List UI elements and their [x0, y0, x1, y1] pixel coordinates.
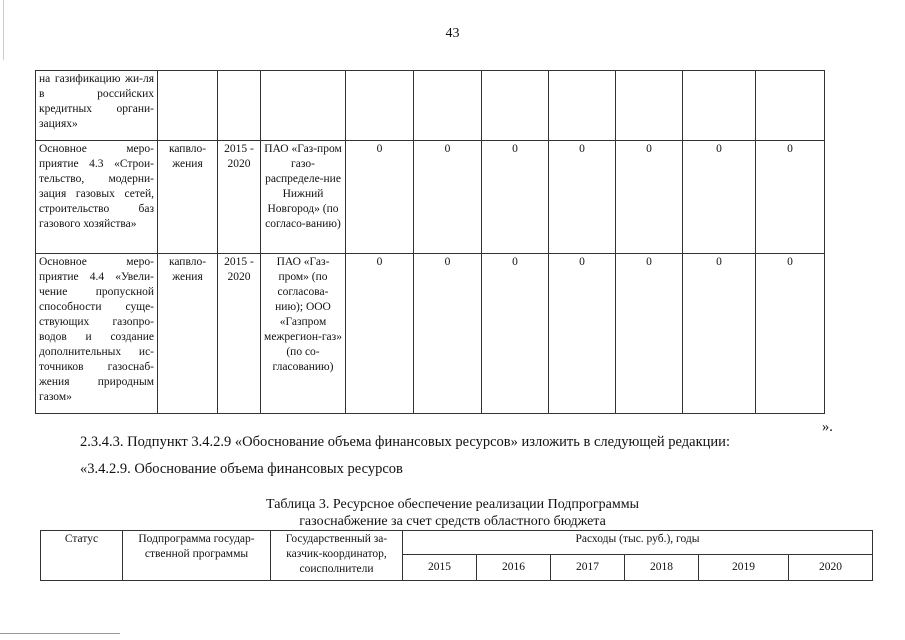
measure-name-cell: Основное меро-приятие 4.4 «Увели-чение пропускной способности суще-ствующих газопро-водов и создание дополнительных ис-точников газоснаб-жения природным газом» — [36, 254, 158, 414]
value-cell: 0 — [482, 254, 549, 414]
header-expenses: Расходы (тыс. руб.), годы — [403, 531, 873, 555]
year-2015-header: 2015 — [403, 555, 477, 581]
header-customer: Государственный за-казчик-координатор, соисполнители — [271, 531, 403, 581]
table-row — [36, 254, 825, 414]
year-2019-header: 2019 — [699, 555, 789, 581]
table-row — [41, 531, 873, 555]
measure-name-cell: на газификацию жи-ля в российских кредитных органи-зациях» — [36, 71, 158, 141]
value-cell — [683, 71, 756, 141]
value-cell: 0 — [756, 254, 825, 414]
funding-type-cell: капвло-жения — [158, 141, 218, 254]
header-status: Статус — [41, 531, 123, 581]
value-cell — [414, 71, 482, 141]
year-2018-header: 2018 — [625, 555, 699, 581]
period-cell: 2015 - 2020 — [218, 141, 261, 254]
paragraph-amendment: 2.3.4.3. Подпункт 3.4.2.9 «Обоснование объема финансовых ресурсов» изложить в следующей редакции: — [80, 434, 730, 450]
caption-line-2: газоснабжение за счет средств областного бюджета — [299, 514, 606, 529]
year-2016-header: 2016 — [477, 555, 551, 581]
header-program: Подпрограмма государ-ственной программы — [123, 531, 271, 581]
funding-type-cell — [158, 71, 218, 141]
value-cell: 0 — [683, 141, 756, 254]
period-cell: 2015 - 2020 — [218, 254, 261, 414]
period-cell — [218, 71, 261, 141]
measure-name-cell: Основное меро-приятие 4.3 «Строи-тельство, модерни-зация газовых сетей, строительство баз газового хозяйства» — [36, 141, 158, 254]
value-cell: 0 — [549, 254, 616, 414]
executor-cell: ПАО «Газ-пром» (по согласова-нию); ООО «Газпром межрегион-газ» (по со-гласованию) — [261, 254, 346, 414]
funding-type-cell: капвло-жения — [158, 254, 218, 414]
value-cell: 0 — [414, 254, 482, 414]
value-cell: 0 — [616, 141, 683, 254]
value-cell: 0 — [549, 141, 616, 254]
caption-line-1: Таблица 3. Ресурсное обеспечение реализации Подпрограммы — [265, 497, 639, 512]
value-cell — [346, 71, 414, 141]
executor-cell: ПАО «Газ-пром газо-распределе-ние Нижний Новгород» (по согласо-ванию) — [261, 141, 346, 254]
resource-table-header — [40, 530, 873, 581]
table-row — [36, 71, 825, 141]
footnote-rule — [0, 633, 120, 634]
value-cell — [756, 71, 825, 141]
value-cell: 0 — [346, 141, 414, 254]
section-heading: «3.4.2.9. Обоснование объема финансовых ресурсов — [80, 461, 403, 477]
year-2020-header: 2020 — [789, 555, 873, 581]
value-cell — [482, 71, 549, 141]
page-number: 43 — [445, 26, 460, 41]
year-2017-header: 2017 — [551, 555, 625, 581]
value-cell: 0 — [482, 141, 549, 254]
subprogram-measures-table — [35, 70, 825, 414]
table-row — [36, 141, 825, 254]
value-cell: 0 — [346, 254, 414, 414]
table-caption — [0, 496, 905, 530]
value-cell — [616, 71, 683, 141]
value-cell: 0 — [683, 254, 756, 414]
value-cell: 0 — [414, 141, 482, 254]
closing-quote: ». — [822, 419, 833, 435]
value-cell: 0 — [616, 254, 683, 414]
value-cell: 0 — [756, 141, 825, 254]
value-cell — [549, 71, 616, 141]
executor-cell — [261, 71, 346, 141]
